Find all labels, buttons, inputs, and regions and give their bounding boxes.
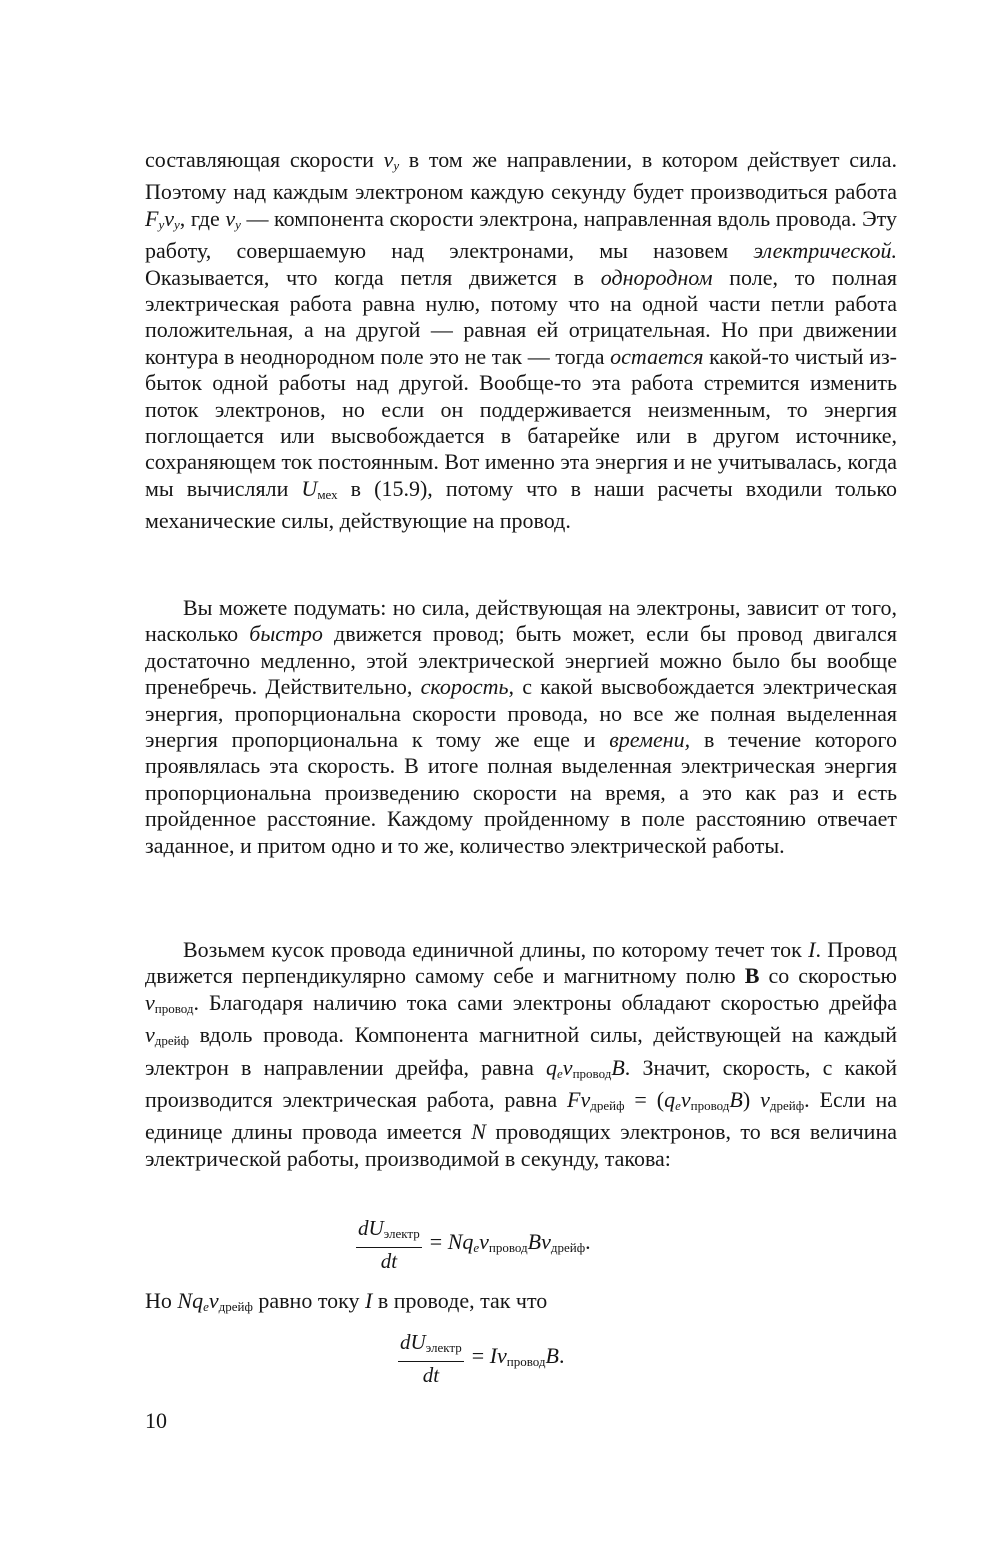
paragraph-2: [145, 595, 897, 859]
text: в течение которого проявлялась эта скорость. В итоге полная выделенная электрическая энергия пропорциональна произведению скорости на время, а это как раз и есть пройденное расстояние. Каждому пройденному в поле расстоянию отвечает заданное, и притом одно и то же, количество электрической работы.: [145, 727, 897, 858]
var-dU: dU: [400, 1330, 426, 1354]
var-v: v: [145, 1022, 155, 1048]
text: со скоростью: [759, 963, 897, 989]
var-v: v: [225, 205, 236, 231]
subscript: y: [174, 216, 180, 232]
emphasis: электрической.: [753, 238, 897, 264]
text: в проводе, так что: [372, 1288, 548, 1313]
subscript: электр: [383, 1226, 420, 1241]
var-Nq: Nq: [177, 1288, 204, 1313]
period: .: [558, 1342, 565, 1368]
text: . Провод движется перпендикулярно самому себе и магнитному полю: [145, 937, 897, 989]
var-U: U: [301, 475, 318, 501]
var-v: v: [383, 147, 394, 172]
var-v: v: [164, 205, 174, 231]
var-Iv: Iv: [489, 1342, 507, 1368]
subscript: y: [235, 216, 241, 232]
subscript: провод: [572, 1065, 612, 1081]
text: Возьмем кусок провода единичной длины, по которому течет ток: [183, 937, 809, 962]
period: .: [585, 1228, 591, 1254]
var-q: q: [664, 1087, 676, 1113]
text: поле, то полная электрическая работа равна нулю, потому что на одной части петли работа положительная, а на другой — равная ей отрицательная. Но при движении контура в неоднородном поле это не так — тогда: [145, 264, 898, 369]
denominator: dt: [380, 1249, 398, 1273]
text: . Если на единице длины провода имеется: [145, 1087, 898, 1145]
paragraph-4: [145, 1288, 897, 1320]
text: с какой высвобождается электрическая энергия, пропорциональна скорости провода, но все же полная выделенная энергия пропорциональна к тому же еще и: [145, 674, 897, 753]
text: составляющая скорости: [145, 147, 384, 172]
subscript: дрейф: [769, 1098, 805, 1114]
subscript: дрейф: [218, 1299, 253, 1314]
text: , где: [179, 205, 226, 231]
emphasis: однородном: [600, 264, 713, 290]
fraction: [398, 1330, 464, 1387]
subscript: мех: [317, 486, 338, 502]
subscript: y: [393, 158, 400, 173]
formula-1: [356, 1216, 591, 1273]
subscript: провод: [506, 1353, 546, 1369]
subscript: e: [557, 1065, 563, 1081]
var-v: v: [562, 1054, 573, 1080]
right-hand-side: [430, 1229, 591, 1261]
text: в (15.9), потому что в наши расчеты входили только механические силы, действующие на провод.: [145, 475, 897, 534]
fraction: [356, 1216, 422, 1273]
text: проводящих электронов, то вся величина электрической работы, производимой в секунду, такова:: [145, 1119, 897, 1171]
var-F: F: [145, 205, 159, 231]
paragraph-1: [145, 147, 897, 535]
var-q: q: [546, 1054, 558, 1080]
text: . Значит, скорость, с какой производится электрическая работа, равна: [145, 1054, 897, 1113]
subscript: дрейф: [550, 1239, 586, 1255]
text: = (: [624, 1087, 665, 1113]
subscript: y: [158, 216, 165, 232]
var-Nq: Nq: [447, 1228, 474, 1254]
var-v: v: [208, 1288, 219, 1313]
text: — компонента скорости электрона, направленная вдоль провода. Эту работу, совершаемую над электронами, мы назовем: [145, 205, 897, 264]
subscript: e: [203, 1299, 209, 1314]
subscript: провод: [488, 1239, 528, 1255]
var-B-bold: B: [744, 963, 760, 989]
subscript: провод: [690, 1098, 730, 1114]
equals-sign: =: [429, 1228, 448, 1254]
var-Bv: Bv: [527, 1228, 551, 1254]
right-hand-side: [472, 1343, 565, 1375]
var-B: B: [729, 1087, 743, 1113]
text: Оказывается, что когда петля движется в: [145, 264, 601, 290]
text: Вы можете подумать: но сила, действующая на электроны, зависит от того, насколько: [145, 595, 897, 647]
denominator: dt: [422, 1363, 440, 1387]
var-B: B: [545, 1342, 559, 1368]
var-v: v: [680, 1087, 691, 1113]
subscript: e: [473, 1239, 480, 1255]
paragraph-3: [145, 937, 897, 1172]
subscript: дрейф: [154, 1033, 190, 1049]
formula-2: [398, 1330, 564, 1387]
numerator: [356, 1216, 422, 1248]
var-I: I: [808, 937, 816, 962]
var-B: B: [611, 1054, 625, 1080]
page-number: 10: [145, 1408, 167, 1433]
emphasis: скорость,: [420, 674, 515, 700]
text: в том же направлении, в котором действует сила. Поэтому над каждым электроном каждую секунду будет производиться работа: [145, 147, 897, 205]
subscript: электр: [425, 1340, 462, 1355]
var-dU: dU: [358, 1216, 384, 1240]
var-v: v: [145, 989, 155, 1015]
text: Но: [145, 1288, 178, 1313]
var-I: I: [365, 1288, 373, 1313]
text: . Благодаря наличию тока сами электроны обладают скоростью дрейфа: [193, 989, 897, 1015]
text: движется провод; быть может, если бы провод двигался достаточно медленно, этой электрической энергией можно было бы вообще пренебречь. Действительно,: [145, 621, 897, 700]
text: вдоль провода. Компонента магнитной силы, действующей на каждый электрон в направлении дрейфа, равна: [145, 1022, 897, 1080]
emphasis: быстро: [249, 621, 323, 647]
subscript: e: [675, 1098, 681, 1114]
subscript: провод: [154, 1000, 194, 1016]
var-N: N: [471, 1119, 486, 1145]
text: какой-то чистый избыток одной работы над другой. Вообще-то эта работа стремится изменить поток электронов, но если он поддерживается неизменным, то энергия поглощается или высвобождается в батарейке или в другом источнике, сохраняющем ток постоянным. Вот именно эта энергия и не учитывалась, когда мы вычисляли: [145, 343, 897, 501]
emphasis: времени,: [609, 727, 691, 753]
text: равно току: [252, 1288, 366, 1313]
subscript: дрейф: [590, 1098, 625, 1114]
text: ): [742, 1087, 761, 1113]
equals-sign: =: [471, 1342, 490, 1368]
var-Fv: Fv: [567, 1087, 591, 1113]
var-v: v: [760, 1087, 770, 1113]
var-v: v: [479, 1228, 489, 1254]
numerator: [398, 1330, 464, 1362]
emphasis: остается: [610, 343, 704, 369]
